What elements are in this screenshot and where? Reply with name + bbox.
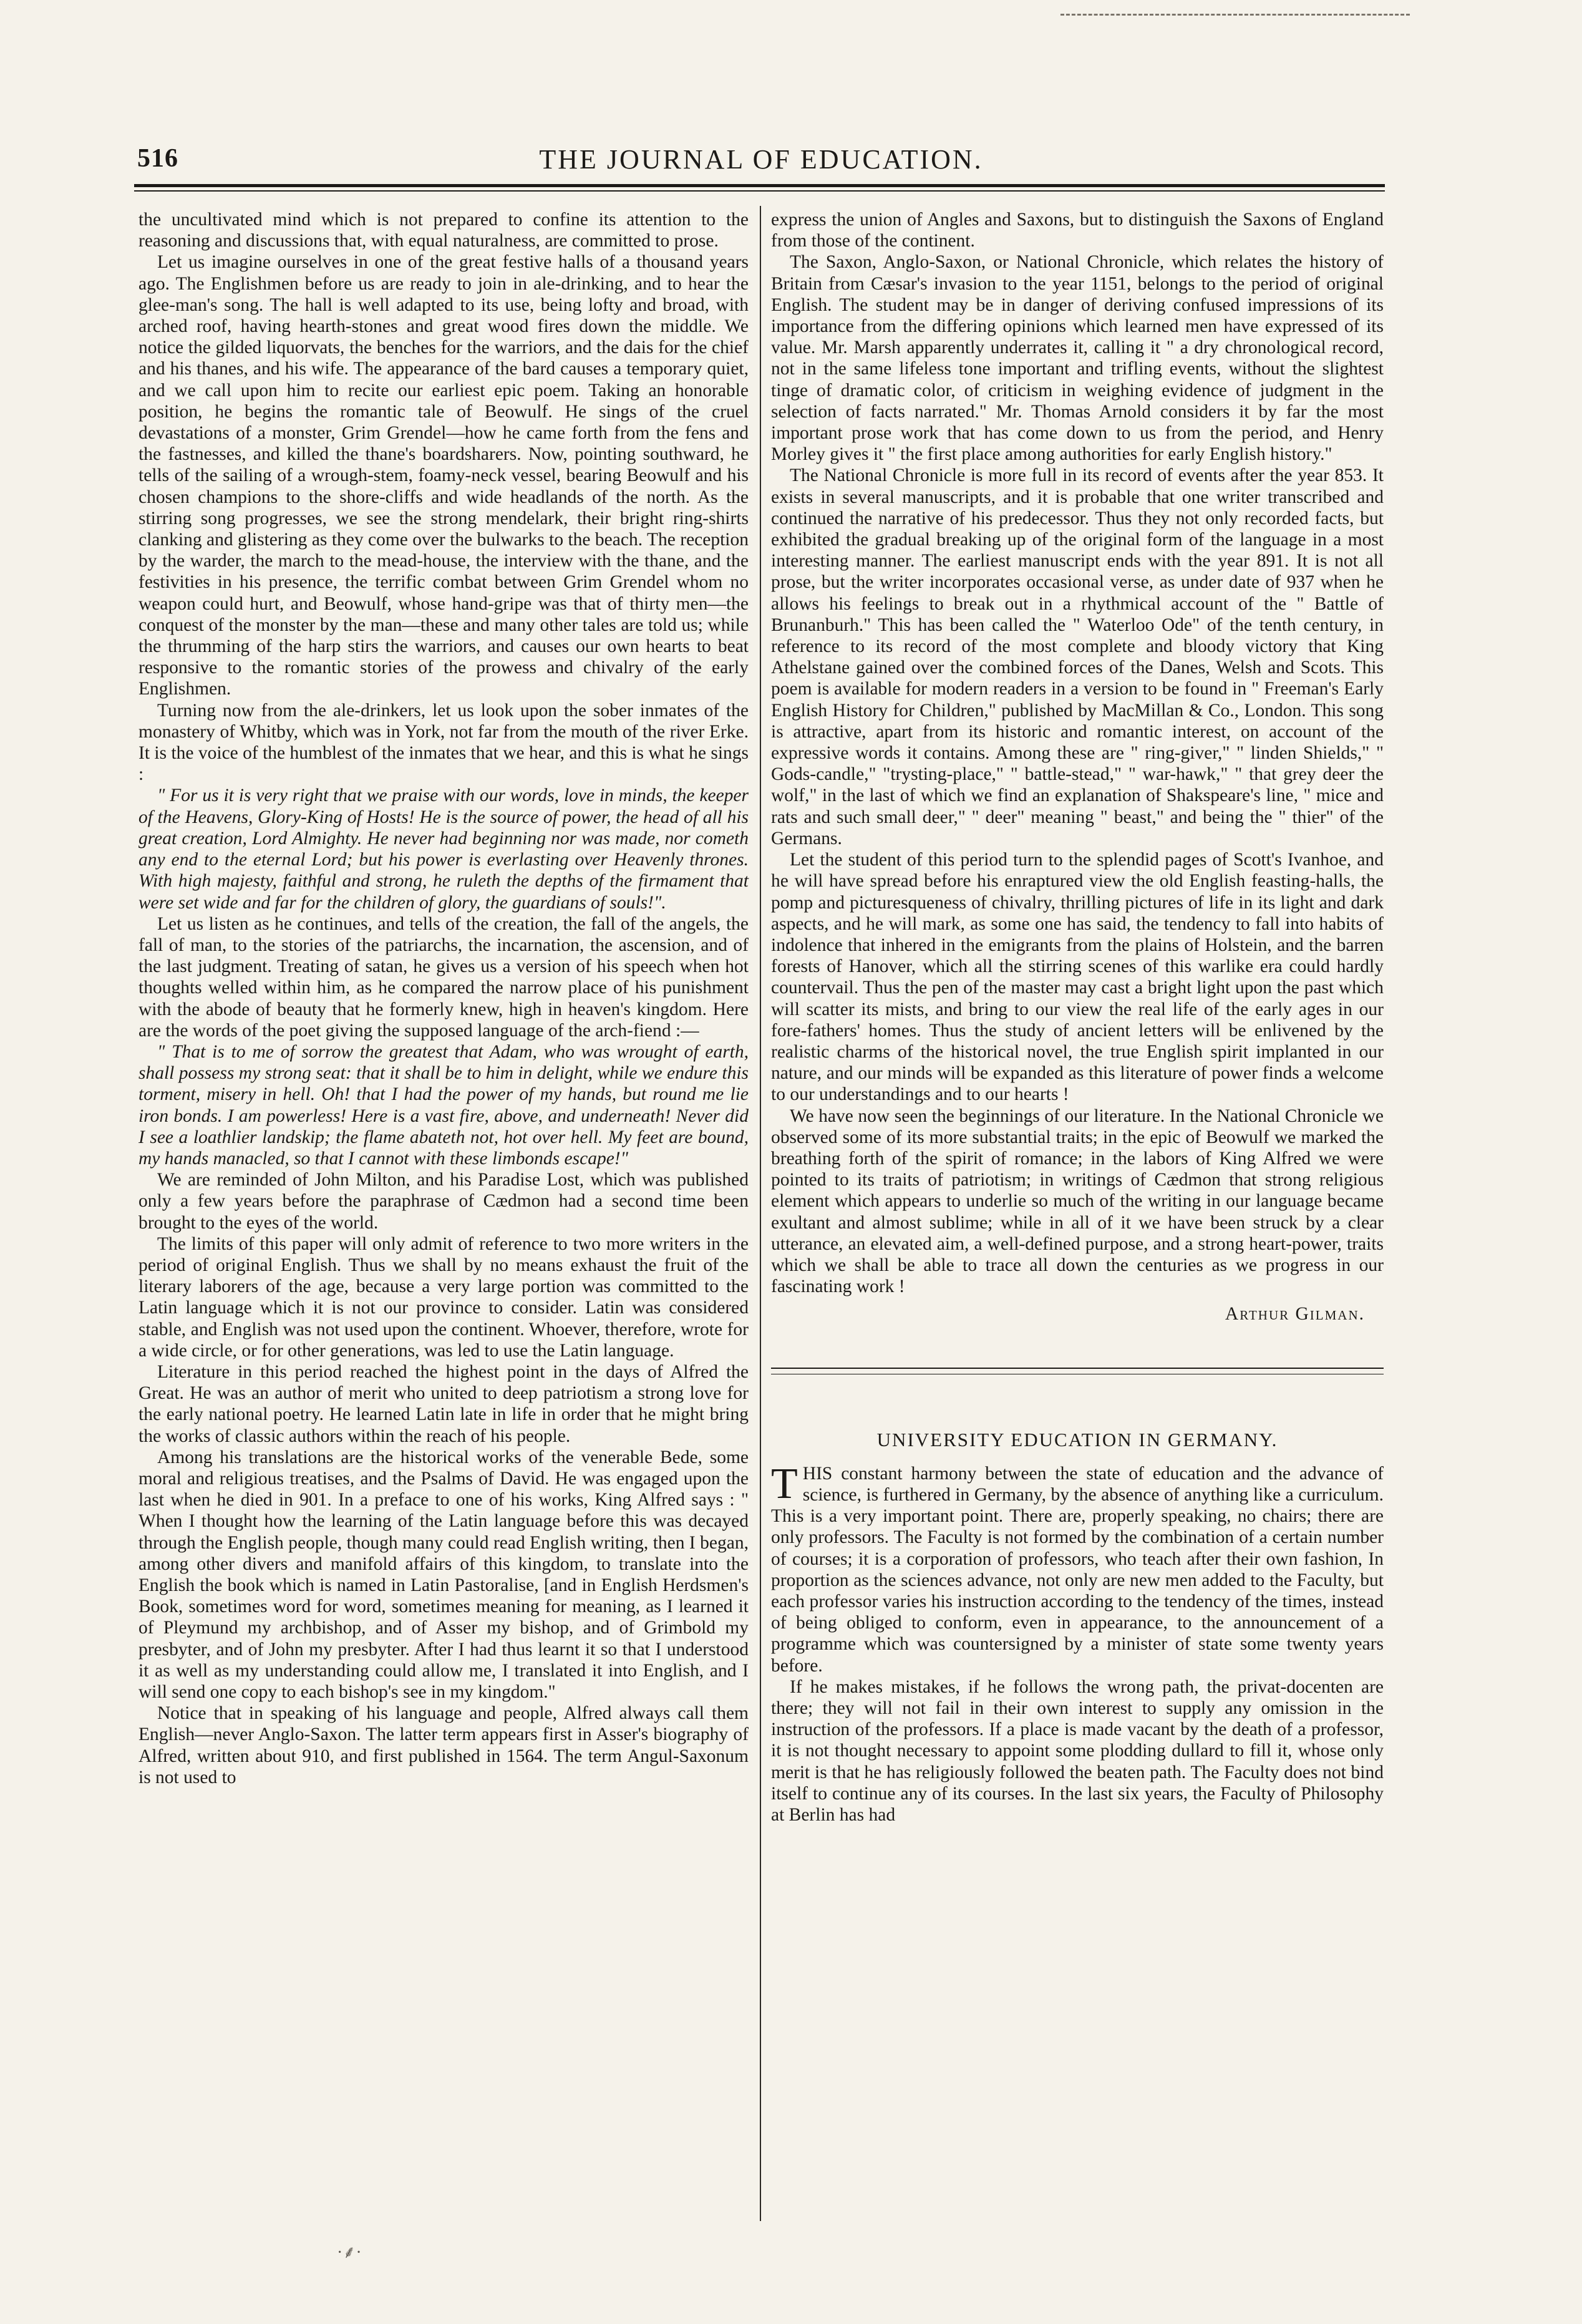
paragraph: Turning now from the ale-drinkers, let us look upon the sober inmates of the monastery of Whitby, which was in York, not far from the mouth of the river Erke. It is the voice of the humblest of the inmates that we hear, and this is what he sings : (138, 700, 749, 785)
paragraph: express the union of Angles and Saxons, but to distinguish the Saxons of England from those of the continent. (771, 210, 1384, 251)
paragraph: The limits of this paper will only admit of reference to two more writers in the period of original English. Thus we shall by no means exhaust the fruit of the literary laborers of the age, because a very large portion was committed to the Latin language which it is not our province to consider. Latin was considered stable, and English was not used upon the continent. Whoever, therefore, wrote for a wide circle, or for other generations, was led to use the Latin language. (138, 1233, 749, 1361)
paragraph: Among his translations are the historical works of the venerable Bede, some moral and religious treatises, and the Psalms of David. He was engaged upon the last when he died in 901. In a preface to one of his works, King Alfred says : " When I thought how the learning of the Latin language before this was decayed through the English people, though many could read English writing, then I began, among other divers and manifold affairs of this kingdom, to translate into the English the book which is named in Latin Pastoralise, [and in English Herdsmen's Book, sometimes word for word, sometimes meaning for meaning, as I learned it of Pleymund my archbishop, and of Asser my bishop, and of Grimbold my presbyter, and of John my presbyter. After I had thus learnt it so that I understood it as well as my understanding could allow me, I translated it into English, and I will send one copy to each bishop's see in my kingdom." (138, 1447, 749, 1703)
paragraph: Literature in this period reached the highest point in the days of Alfred the Great. He was an author of merit who united to deep patriotism a strong love for the early national poetry. He learned Latin late in life in order that he might bring the works of classic authors within the reach of his people. (138, 1361, 749, 1446)
paragraph: We have now seen the beginnings of our literature. In the National Chronicle we observed some of its more substantial traits; in the epic of Beowulf we marked the breathing forth of the spirit of romance; in the labors of King Alfred we were pointed to its traits of patriotism; in writings of Cædmon that strong religious element which appears to underlie so much of the writing in our language became exultant and almost sublime; while in all of it we have been struck by a clear utterance, an elevated aim, a well-defined purpose, and a strong heart-power, traits which we shall be able to trace all down the centuries as we progress in our fascinating work ! (771, 1106, 1384, 1297)
right-column (771, 209, 1384, 1826)
header-rule-thin (134, 190, 1385, 192)
running-title: THE JOURNAL OF EDUCATION. (539, 144, 983, 175)
paragraph: Let us listen as he continues, and tells of the creation, the fall of the angels, the fall of man, to the stories of the patriarchs, the incarnation, the ascension, and of the last judgment. Treating of satan, he gives us a version of his speech when hot thoughts welled within him, as he compared the narrow place of his punishment with the abode of beauty that he formerly knew, high in heaven's kingdom. Here are the words of the poet giving the supposed language of the arch-fiend :— (138, 913, 749, 1041)
paragraph: " That is to me of sorrow the greatest that Adam, who was wrought of earth, shall possess my strong seat: that it shall be to him in delight, while we endure this torment, misery in hell. Oh! that I had the power of my hands, but round me lie iron bonds. I am powerless! Here is a vast fire, above, and underneath! Never did I see a loathlier landskip; the flame abateth not, hot over hell. My feet are bound, my hands manacled, so that I cannot with these limbonds escape!" (138, 1041, 749, 1169)
section-rule (771, 1368, 1384, 1369)
paragraph: The National Chronicle is more full in its record of events after the year 853. It exists in several manuscripts, and it is probable that one writer transcribed and continued the narrative of his predecessor. Thus they not only recorded facts, but exhibited the gradual breaking up of the original form of the language in a most interesting manner. The earliest manuscript ends with the year 891. It is not all prose, but the writer incorporates occasional verse, as under date of 937 when he allows his feelings to break out in a rhythmical account of the " Battle of Brunanburh." This has been called the " Waterloo Ode" of the tenth century, in reference to its record of the most complete and bloody victory that King Athelstane gained over the combined forces of the Danes, Welsh and Scots. This poem is available for modern readers in a version to be found in " Freeman's Early English History for Children," published by MacMillan & Co., London. This song is attractive, apart from its historic and romantic interest, on account of the expressive words it contains. Among these are " ring-giver," " linden Shields," " Gods-candle," "trysting-place," " battle-stead," " war-hawk," " that grey deer the wolf," in the last of which we find an explanation of Shakspeare's line, " mice and rats and such small deer," " deer" meaning " beast," and being the " thier" of the Germans. (771, 465, 1384, 848)
paragraph: Let the student of this period turn to the splendid pages of Scott's Ivanhoe, and he will have spread before his enraptured view the old English feasting-halls, the pomp and picturesqueness of chivalry, thrilling pictures of life in its light and dark aspects, and he will mark, as some one has said, the tendency to fall into habits of indolence that inhered in the emigrants from the plains of Holstein, and the barren forests of Hanover, which all the stirring scenes of this warlike era could hardly countervail. Thus the pen of the master may cast a bright light upon the past which will scatter its mists, and bring to our view the real life of the early ages in our fore-fathers' homes. Thus the study of ancient letters will be enlivened by the realistic charms of the historical novel, the true English spirit implanted in our nature, and our minds will be expanded as this literature of power finds a welcome to our understandings and to our hearts ! (771, 850, 1384, 1105)
paragraph: the uncultivated mind which is not prepared to confine its attention to the reasoning and discussions that, with equal naturalness, are committed to prose. (138, 210, 749, 251)
paragraph: " For us it is very right that we praise with our words, love in minds, the keeper of the Heavens, Glory-King of Hosts! He is the source of power, the head of all his great creation, Lord Almighty. He never had beginning nor was made, nor cometh any end to the eternal Lord; but his power is everlasting over Heavenly thrones. With high majesty, faithful and strong, he ruleth the depths of the firmament that were set wide and far for the children of glory, the guardians of souls!". (138, 785, 749, 913)
section-heading: UNIVERSITY EDUCATION IN GERMANY. (876, 1428, 1278, 1451)
section-paragraph: If he makes mistakes, if he follows the wrong path, the privat-docenten are there; they will not fail in their own interest to supply any omission in the instruction of the professors. If a place is made vacant by the death of a professor, it is not thought necessary to appoint some plodding dullard to fill it, whose only merit is that he has religiously followed the beaten path. The Faculty does not bind itself to continue any of its courses. In the last six years, the Faculty of Philosophy at Berlin has had (771, 1676, 1384, 1826)
author-signature: Arthur Gilman. (1225, 1304, 1365, 1325)
column-divider (760, 206, 761, 2221)
page-header (137, 143, 1385, 181)
page-number: 516 (137, 144, 178, 173)
right-column-body (771, 209, 1384, 1297)
paragraph: Notice that in speaking of his language and people, Alfred always call them English—never Anglo-Saxon. The latter term appears first in Asser's biography of Alfred, written about 910, and first published in 1564. The term Angul-Saxonum is not used to (138, 1703, 749, 1787)
header-rule-thick (134, 184, 1385, 187)
section-paragraph (771, 1459, 1384, 1676)
section-paragraph-text: HIS constant harmony between the state of education and the advance of science, is furthered in Germany, by the absence of anything like a curriculum. This is a very important point. There are, properly speaking, no chairs; there are only professors. The Faculty is not formed by the combination of a certain number of courses; it is a corporation of professors, who teach after their own fashion, In proportion as the sciences advance, not only are new men added to the Faculty, but each professor varies his instruction according to the tendency of the times, instead of being obliged to conform, even in appearance, to the announcement of a programme which was countersigned by a minister of state some twenty years before. (771, 1463, 1384, 1676)
paragraph: We are reminded of John Milton, and his Paradise Lost, which was published only a few years before the paraphrase of Cædmon had a second time been brought to the eyes of the world. (138, 1170, 749, 1233)
paragraph: Let us imagine ourselves in one of the great festive halls of a thousand years ago. The Englishmen before us are ready to join in ale-drinking, and to hear the glee-man's song. The hall is well adapted to its use, being lofty and broad, with arched roof, having hearth-stones and great wood fires down the middle. We notice the gilded liquorvats, the benches for the warriors, and the dais for the chief and his thanes, and his wife. The appearance of the bard causes a temporary quiet, and we call upon him to recite our earliest epic poem. Taking an honorable position, he begins the romantic tale of Beowulf. He sings of the cruel devastations of a monster, Grim Grendel—how he came forth from the fens and the fastnesses, and killed the thane's boardsharers. Now, pointing southward, he tells of the sailing of a wrough-stem, foamy-neck vessel, bearing Beowulf and his chosen champions to the shore-cliffs and wide headlands of the north. As the stirring song progresses, we see the strong mendelark, their bright ring-shirts clanking and glistering as they come over the bulwarks to the beach. The reception by the warder, the march to the mead-house, the interview with the thane, and the festivities in his presence, the terrific combat between Grim Grendel whom no weapon could hurt, and Beowulf, whose hand-gripe was that of thirty men—the conquest of the monster by the man—these and many other tales are told us; while the thrumming of the harp stirs the warriors, and causes our own hearts to beat responsive to the romantic stories of the prowess and chivalry of the early Englishmen. (138, 252, 749, 699)
top-edge-marks (1060, 14, 1410, 18)
page-footer-mark: ·⸙· (337, 2243, 362, 2262)
drop-cap: T (771, 1459, 798, 1508)
section-body (771, 1459, 1384, 1826)
paragraph: The Saxon, Anglo-Saxon, or National Chronicle, which relates the history of Britain from Cæsar's invasion to the year 1151, belongs to the period of original English. The student may be in danger of deriving confused impressions of its importance from the differing opinions which learned men have expressed of its value. Mr. Marsh apparently underrates it, calling it " a dry chronological record, not in the same lifeless tone important and trifling events, without the slightest tinge of dramatic color, of criticism in weighing evidence of judgment in the selection of facts narrated." Mr. Thomas Arnold considers it by far the most important prose work that has come down to us from the period, and Henry Morley gives it " the first place among authorities for early English history." (771, 252, 1384, 465)
left-column (138, 209, 749, 1788)
